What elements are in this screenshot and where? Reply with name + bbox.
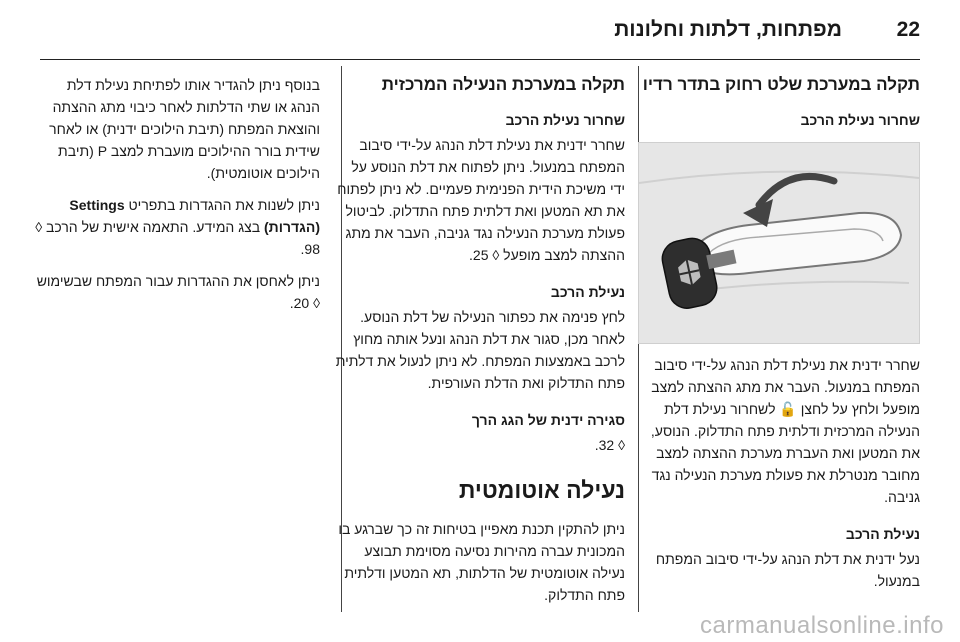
heading-remote-failure: תקלה במערכת שלט רחוק בתדר רדיו — [642, 75, 920, 94]
text-auto-lock-config: בנוסף ניתן להגדיר אותו לפתיחת נעילת דלת הנהג או שתי הדלתות לאחר כיבוי מתג ההצתה והוצאת המפתח (תיבת הילוכים ידנית) או לאחר שידית בורר ההילוכים מועברת למצב P (תיבת הילוכים אוטומטית). — [49, 77, 320, 181]
text-remote-lock: נעל ידנית את דלת הנהג על-ידי סיבוב המפתח במנעול. — [655, 551, 920, 589]
subheading-soft-top: סגירה ידנית של הגג הרך — [471, 412, 625, 428]
heading-central-lock-failure: תקלה במערכת הנעילה המרכזית — [381, 75, 625, 94]
subheading-unlock: שחרור נעילת הרכב — [800, 112, 920, 128]
text-remote-unlock: שחרר ידנית את נעילת דלת הנהג על-ידי סיבוב המפתח במנעול. העבר את מתג ההצתה למצב מופעל ולחץ על לחצן 🔓 לשחרור נעילת דלת הנעילה המרכזית ודלתית פתח התדלוק. הנוסע, את המטען ואת העברת מערכת ההצתה למצב מחובר מנטרלת את פעולת מערכת הנעילה נגד גניבה. — [650, 357, 920, 505]
page-header — [0, 0, 960, 60]
text-central-lock: לחץ פנימה את כפתור הנעילה של דלת הנוסע. לאחר מכן, סגור את דלת הנהג ונעל אותה מחוץ לרכב באמצעות המפתח. לא ניתן לנעול את דלתית פתח התדלוק ואת הדלת העורפית. — [335, 309, 625, 391]
text-settings-menu — [35, 194, 320, 260]
column-remote-failure — [640, 74, 920, 592]
page-number: 22 — [896, 18, 920, 41]
text-key-memory: ניתן לאחסן את ההגדרות עבור המפתח שבשימוש ◊ 20. — [36, 273, 320, 311]
text-settings-pre: ניתן לשנות את ההגדרות בתפריט — [128, 197, 320, 213]
key-unlock-door-handle-illustration — [639, 143, 919, 343]
section-title: מפתחות, דלתות וחלונות — [614, 18, 842, 41]
settings-menu-label: Settings (הגדרות) — [69, 197, 320, 235]
subheading-lock: נעילת הרכב — [845, 526, 920, 542]
key-door-figure — [638, 142, 920, 344]
text-settings-post: בצג המידע. התאמה אישית של הרכב ◊ 98. — [35, 219, 320, 257]
text-central-unlock: שחרר ידנית את נעילת דלת הנהג על-ידי סיבוב המפתח במנעול. ניתן לפתוח את דלת הנוסע על ידי משיכת הידית הפנימית פעמיים. לא ניתן לפתוח את תא המטען ואת דלתית פתח התדלוק. לביטול פעולת מערכת הנעילה נגד גניבה, העבר את מתג ההצתה למצב מופעל ◊ 25. — [337, 137, 625, 263]
column-central-lock-failure — [335, 74, 625, 606]
text-auto-lock: ניתן להתקין תכנת מאפיין בטיחות זה כך שברגע בו המכונית עברה מהירות נסיעה מסוימת תבוצע נעילה אוטומטית של הדלתות, תא המטען ודלתית פתח התדלוק. — [338, 521, 625, 603]
subheading-lock: נעילת הרכב — [550, 284, 625, 300]
header-rule — [40, 59, 920, 60]
watermark: carmanualsonline.info — [700, 612, 944, 639]
subheading-unlock: שחרור נעילת הרכב — [505, 112, 625, 128]
column-auto-lock-continued — [35, 74, 320, 314]
text-soft-top-ref: ◊ 32. — [594, 437, 625, 453]
heading-auto-lock: נעילה אוטומטית — [458, 477, 625, 503]
